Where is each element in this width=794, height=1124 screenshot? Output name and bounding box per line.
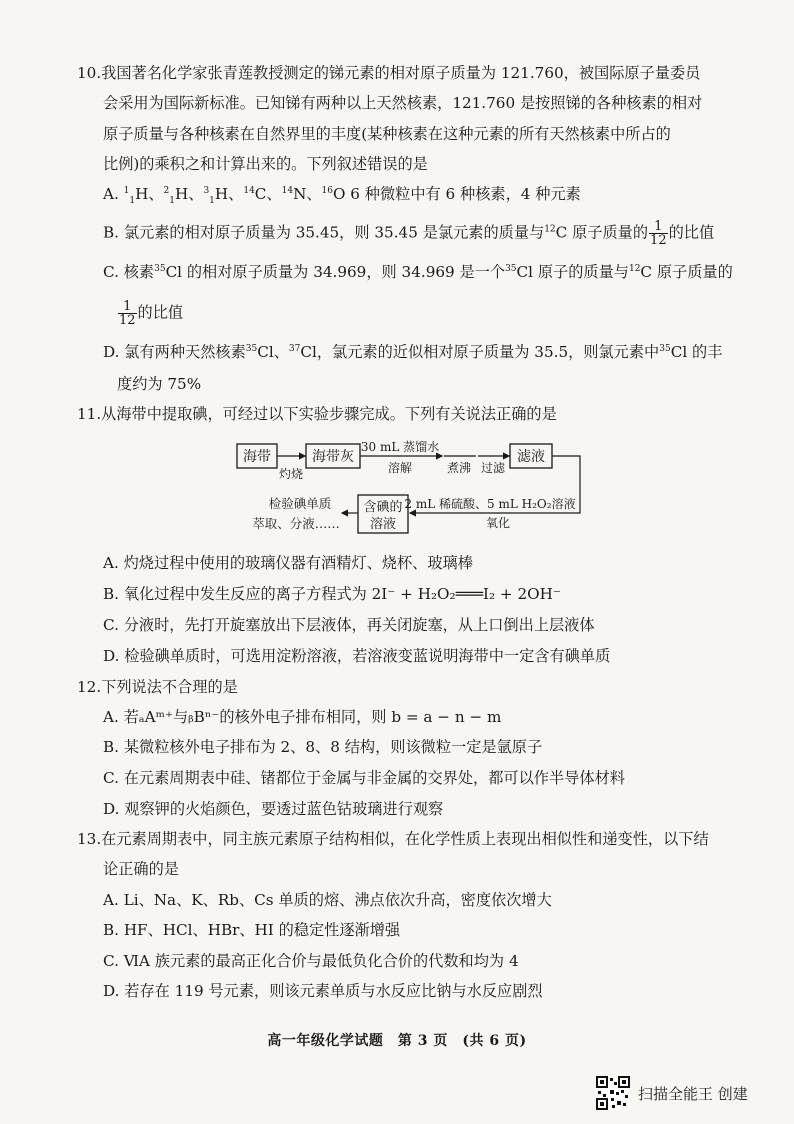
q12-option-b: B. 某微粒核外电子排布为 2、8、8 结构，则该微粒一定是氩原子 [103,738,543,756]
q13-option-c: C. ⅥA 族元素的最高正化合价与最低负化合价的代数和均为 4 [103,952,519,970]
flow-label-ash: 海带灰 [312,449,354,465]
flow-label-burn: 灼烧 [278,467,304,481]
q10-option-c-line1: C. 核素$^{35}$Cl 的相对原子质量为 34.969，则 34.969 是一个$^{35}$Cl 原子的质量与$^{12}$C 原子质量的 [103,263,733,281]
q10-option-d-line1: D. 氯有两种天然核素$^{35}$Cl、$^{37}$Cl，氯元素的近似相对原子质量为 35.5，则氯元素中$^{35}$Cl 的丰 [103,343,723,361]
q10-option-c-text3: Cl 原子的质量与 [516,263,629,281]
q11-stem: 11.从海带中提取碘，可经过以下实验步骤完成。下列有关说法正确的是 [77,405,557,423]
q13-option-d: D. 若存在 119 号元素，则该元素单质与水反应比钠与水反应剧烈 [103,982,543,1000]
q10-option-c-line2 [117,300,183,327]
fraction-one-twelfth: $\frac{1}{12}$ [119,299,136,328]
flow-label-filtrate: 滤液 [517,449,545,465]
q10-option-b: B. 氯元素的相对原子质量为 35.45，则 35.45 是氯元素的质量与$^{12}$C 原子质量的 $\frac{1}{12}$ 的比值 [103,219,715,248]
qr-code-icon [596,1076,630,1110]
flow-label-water: 30 mL 蒸馏水 [360,440,440,454]
q13-option-a: A. Li、Na、K、Rb、Cs 单质的熔、沸点依次升高，密度依次增大 [103,891,552,909]
q10-option-d-text2: Cl、 [257,343,289,361]
q10-option-c-text2: Cl 的相对原子质量为 34.969，则 34.969 是一个 [165,263,506,281]
scanner-watermark: 扫描全能王 创建 [638,1085,748,1103]
q11-option-d: D. 检验碘单质时，可选用淀粉溶液，若溶液变蓝说明海带中一定含有碘单质 [103,647,611,665]
flow-label-iodine-solution-2: 溶液 [369,517,397,532]
q12-option-c: C. 在元素周期表中硅、锗都位于金属与非金属的交界处，都可以作半导体材料 [103,769,625,787]
q10-option-c-text1: C. 核素 [103,263,155,281]
q10-option-c-text5: 的比值 [137,303,184,322]
page-footer: 高一年级化学试题 第 3 页 (共 6 页) [267,1033,527,1049]
flow-label-filter: 过滤 [480,461,506,475]
q10-stem-line2: 会采用为国际新标准。已知锑有两种以上天然核素，121.760 是按照锑的各种核素的相对 [103,94,703,112]
flow-label-seaweed: 海带 [243,449,271,465]
q10-option-d-text4: Cl 的丰 [670,343,723,361]
q10-option-d-text3: Cl，氯元素的近似相对原子质量为 35.5，则氯元素中 [300,343,660,361]
q10-stem-line3: 原子质量与各种核素在自然界里的丰度(某种核素在这种元素的所有天然核素中所占的 [103,125,671,143]
flow-label-dissolve: 溶解 [387,461,413,475]
q12-option-a: A. 若ₐAᵐ⁺与ᵦBⁿ⁻的核外电子排布相同，则 b = a − n − m [103,708,502,726]
q11-option-c: C. 分液时，先打开旋塞放出下层液体，再关闭旋塞，从上口倒出上层液体 [103,616,595,634]
q11-option-b: B. 氧化过程中发生反应的离子方程式为 2I⁻ + H₂O₂═══I₂ + 2OH⁻ [103,585,561,603]
q13-option-b: B. HF、HCl、HBr、HI 的稳定性逐渐增强 [103,921,401,939]
q13-stem-line2: 论正确的是 [103,860,179,878]
q10-option-d-line2: 度约为 75% [117,375,202,393]
q10-option-d-text1: D. 氯有两种天然核素 [103,343,246,361]
q10-option-a-text: 6 种微粒中有 6 种核素，4 种元素 [350,185,581,203]
fraction-one-twelfth: $\frac{1}{12}$ [650,219,667,248]
q12-option-d: D. 观察钾的火焰颜色，要透过蓝色钴玻璃进行观察 [103,800,444,818]
extraction-flowchart [230,440,590,540]
q10-option-b-text1: B. 氯元素的相对原子质量为 35.45，则 35.45 是氯元素的质量与 [103,223,545,242]
q11-option-a: A. 灼烧过程中使用的玻璃仪器有酒精灯、烧杯、玻璃棒 [103,554,473,572]
flow-label-test: 检验碘单质 [268,496,332,511]
flow-label-extract: 萃取、分液…… [252,516,340,531]
q10-option-b-text2: C 原子质量的 [555,223,649,242]
flow-label-oxidize: 氧化 [485,516,511,530]
q10-stem-line1: 10.我国著名化学家张青莲教授测定的锑元素的相对原子质量为 121.760，被国际原子量委员 [77,64,701,82]
q10-option-b-text3: 的比值 [668,223,715,242]
q10-stem-line4: 比例)的乘积之和计算出来的。下列叙述错误的是 [103,155,428,173]
q10-option-a: A. $^1_1$H、$^2_1$H、$^3_1$H、$^{14}$C、$^{14}$N、$^{16}$O 6 种微粒中有 6 种核素，4 种元素 [103,185,581,207]
q12-stem: 12.下列说法不合理的是 [77,678,238,696]
q13-stem-line1: 13.在元素周期表中，同主族元素原子结构相似，在化学性质上表现出相似性和递变性，以下结 [77,830,709,848]
flow-label-iodine-solution-1: 含碘的 [363,500,403,515]
flow-label-boil: 煮沸 [446,461,472,475]
flow-label-oxidant: 2 mL 稀硫酸、5 mL H₂O₂溶液 [404,497,576,511]
q10-option-c-text4: C 原子质量的 [640,263,733,281]
